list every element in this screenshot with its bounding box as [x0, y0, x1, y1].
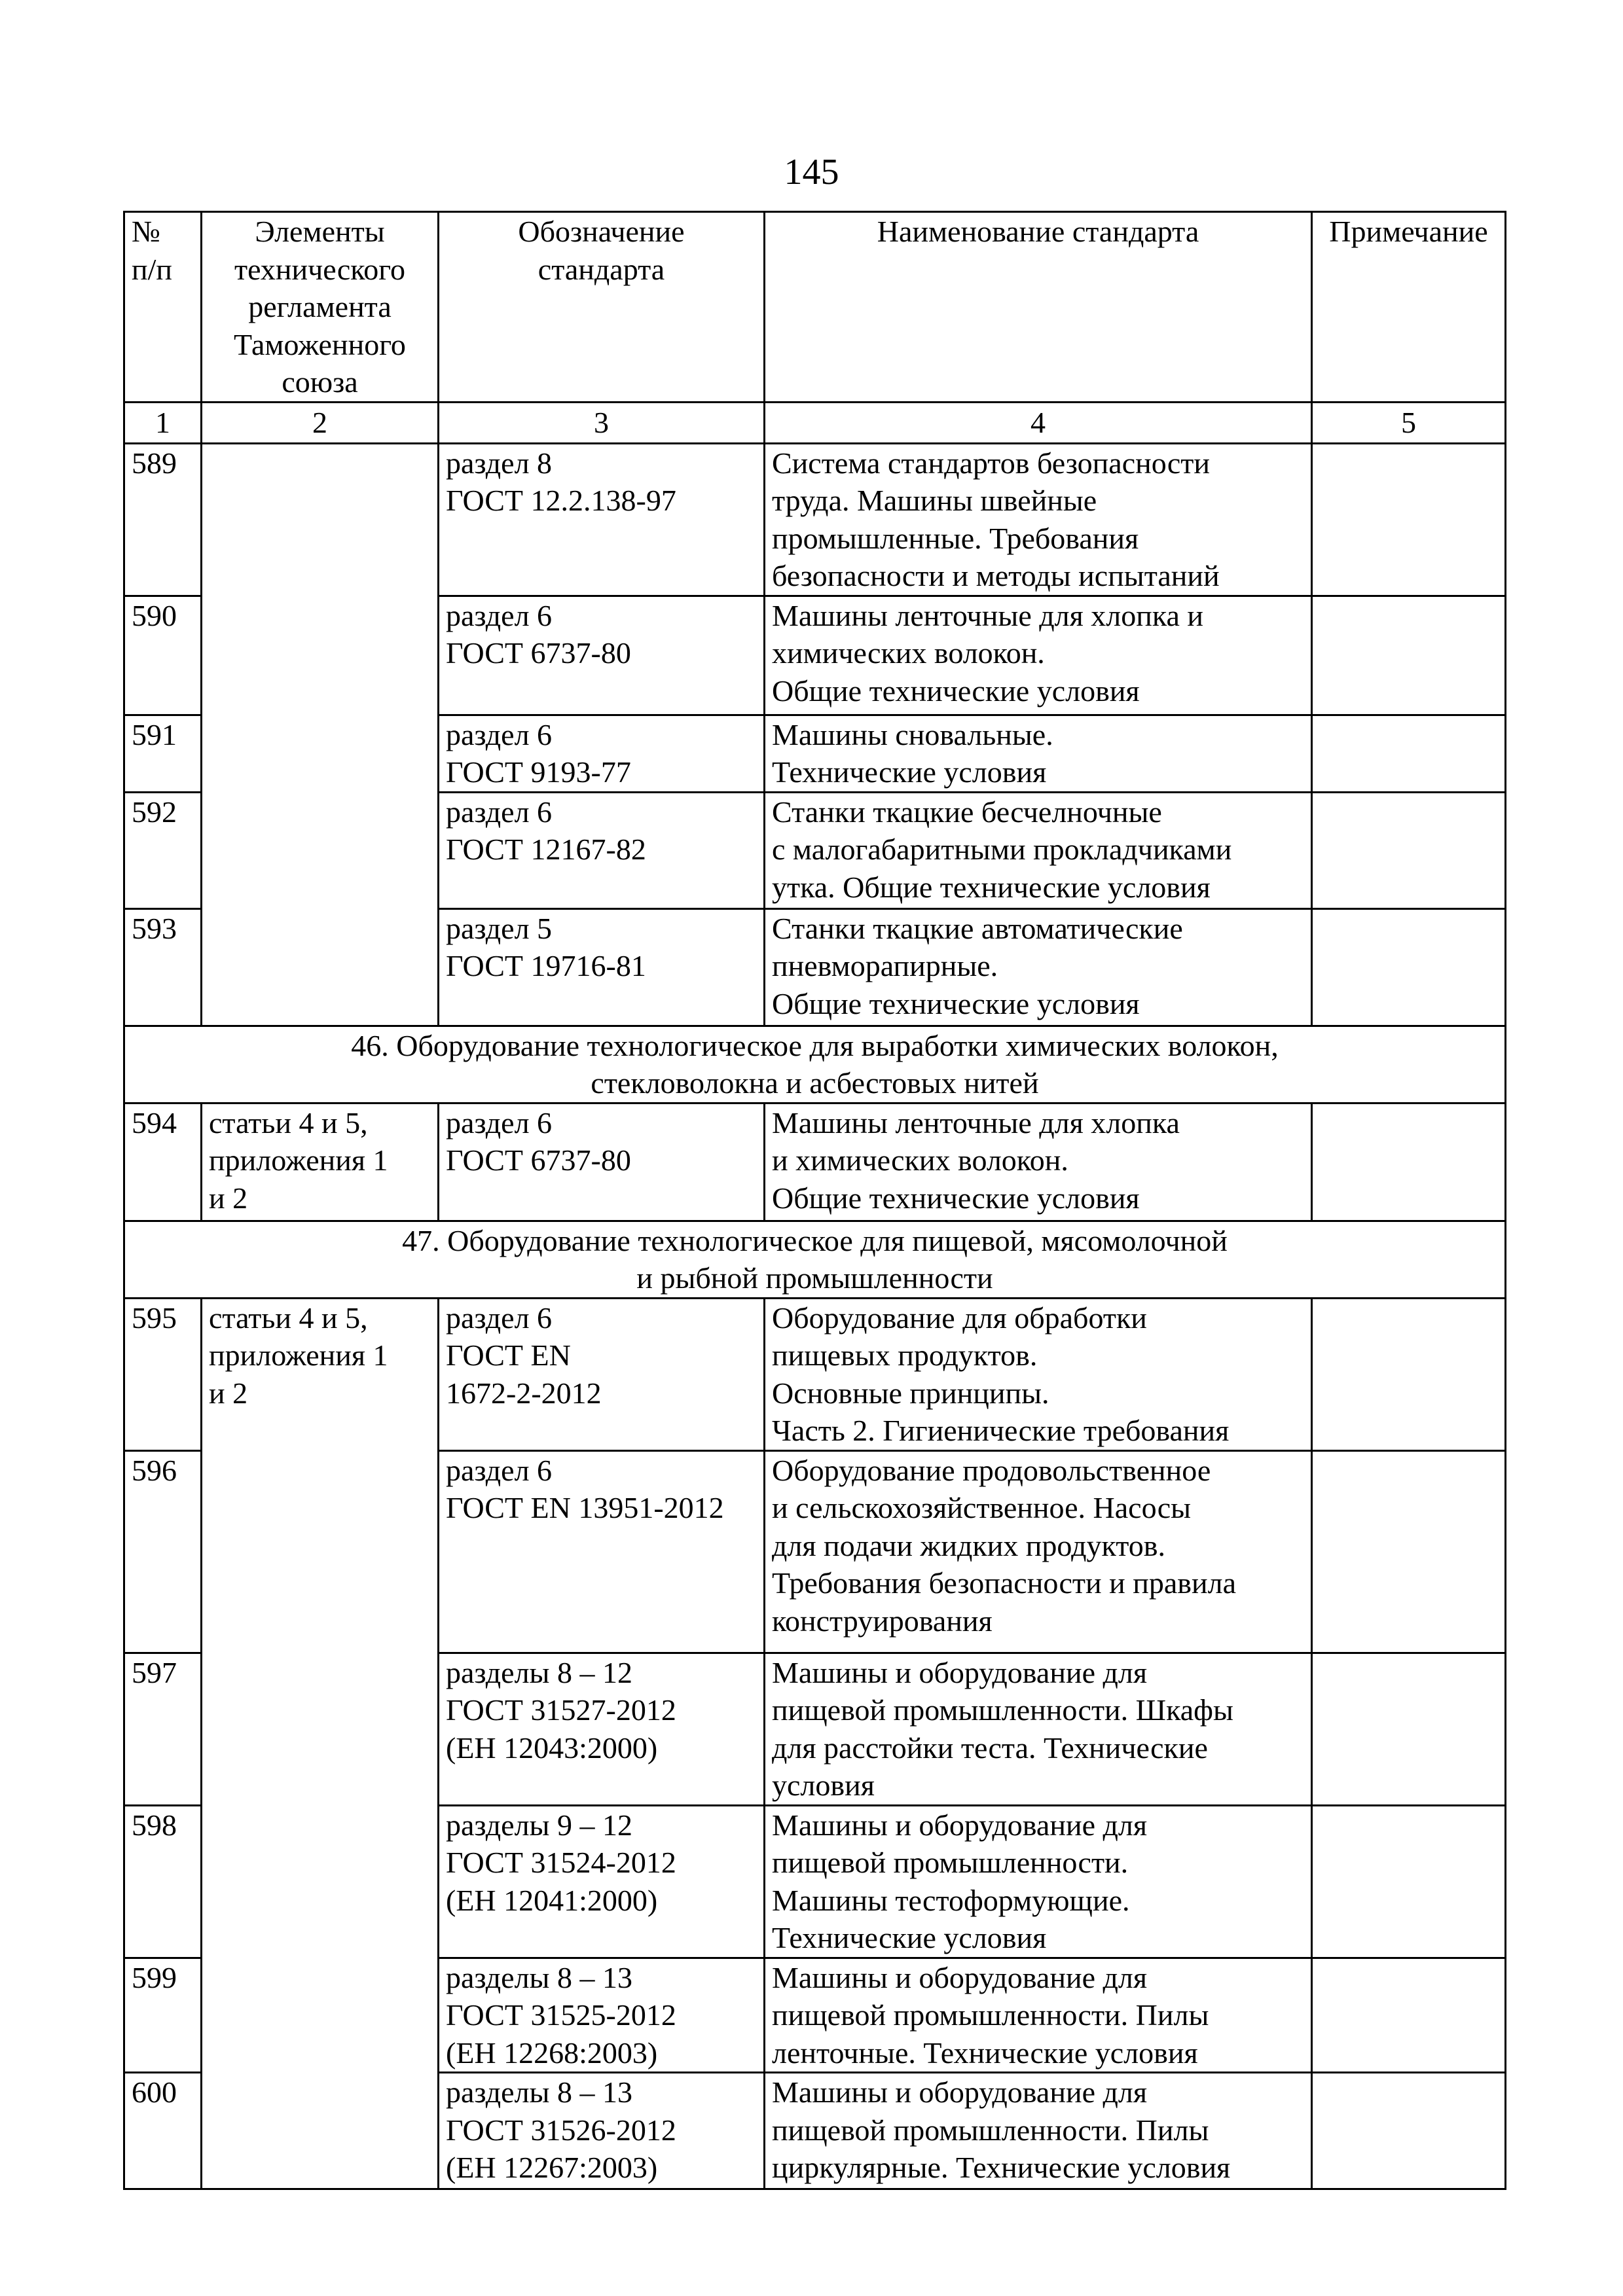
note: [1312, 908, 1506, 1026]
page-number: 145: [784, 152, 839, 192]
standard-designation: [439, 443, 765, 596]
text-line: Основные принципы.: [772, 1376, 1049, 1410]
text-line: раздел 8: [446, 446, 553, 480]
text-line: и 2: [209, 1376, 248, 1410]
text-line: Таможенного: [234, 327, 406, 361]
text-line: раздел 6: [446, 598, 553, 632]
section-title-line: стекловолокна и асбестовых нитей: [591, 1066, 1039, 1100]
standard-designation: [439, 1958, 765, 2073]
note: [1312, 596, 1506, 715]
text-line: пищевой промышленности. Пилы: [772, 2113, 1209, 2147]
text-line: ГОСТ 12167-82: [446, 833, 646, 866]
text-line: №: [132, 215, 160, 248]
text-line: ГОСТ 19716-81: [446, 949, 646, 982]
column-number: 5: [1312, 402, 1506, 443]
row-number: 594: [124, 1103, 202, 1221]
text-line: (ЕН 12267:2003): [446, 2151, 658, 2184]
standard-name: [765, 1958, 1312, 2073]
note: [1312, 1103, 1506, 1221]
text-line: промышленные. Требования: [772, 521, 1139, 555]
standard-name: [765, 1103, 1312, 1221]
note: [1312, 1298, 1506, 1450]
text-line: Машины тестоформующие.: [772, 1883, 1130, 1917]
text-line: Общие технические условия: [772, 673, 1140, 708]
text-line: утка. Общие технические условия: [772, 870, 1211, 904]
text-line: Общие технические условия: [772, 986, 1140, 1020]
text-line: Обозначение: [518, 215, 685, 248]
text-line: условия: [772, 1768, 875, 1802]
row-number: 590: [124, 596, 202, 715]
text-line: ГОСТ 6737-80: [446, 636, 631, 670]
text-line: Машины и оборудование для: [772, 1655, 1148, 1689]
text-line: статьи 4 и 5,: [209, 1105, 368, 1139]
text-line: 1672-2-2012: [446, 1376, 602, 1410]
column-number: 1: [124, 402, 202, 443]
text-line: пневморапирные.: [772, 949, 998, 982]
text-line: раздел 5: [446, 911, 553, 945]
header-row: [124, 212, 1506, 403]
text-line: Примечание: [1329, 215, 1488, 248]
column-number: 2: [202, 402, 439, 443]
row-number: 598: [124, 1805, 202, 1958]
standard-designation: [439, 1805, 765, 1958]
text-line: п/п: [132, 252, 173, 286]
standard-designation: [439, 596, 765, 715]
row-number: 591: [124, 715, 202, 792]
text-line: раздел 6: [446, 1453, 553, 1487]
column-numbers-row: [124, 402, 1506, 443]
standard-name: [765, 908, 1312, 1026]
section-title-line: и рыбной промышленности: [636, 1261, 993, 1295]
column-number: 3: [439, 402, 765, 443]
text-line: Машины ленточные для хлопка: [772, 1105, 1180, 1139]
text-line: Станки ткацкие бесчелночные: [772, 795, 1162, 829]
row-number: 592: [124, 792, 202, 908]
text-line: Машины ленточные для хлопка и: [772, 598, 1204, 632]
standard-name: [765, 443, 1312, 596]
text-line: Машины сновальные.: [772, 717, 1053, 751]
note: [1312, 1805, 1506, 1958]
text-line: Технические условия: [772, 755, 1047, 789]
text-line: с малогабаритными прокладчиками: [772, 833, 1232, 866]
text-line: раздел 6: [446, 1300, 553, 1335]
text-line: химических волокон.: [772, 636, 1045, 670]
standard-designation: [439, 715, 765, 792]
text-line: ленточные. Технические условия: [772, 2036, 1198, 2070]
text-line: пищевых продуктов.: [772, 1338, 1038, 1372]
text-line: Машины и оборудование для: [772, 1808, 1148, 1842]
column-number: 4: [765, 402, 1312, 443]
table-row: [124, 1298, 1506, 1450]
standard-designation: [439, 1298, 765, 1450]
text-line: труда. Машины швейные: [772, 484, 1097, 517]
text-line: статьи 4 и 5,: [209, 1300, 368, 1335]
text-line: Оборудование для обработки: [772, 1300, 1147, 1335]
row-number: 596: [124, 1450, 202, 1653]
section-heading-row: [124, 1221, 1506, 1298]
standard-name: [765, 596, 1312, 715]
text-line: разделы 8 – 12: [446, 1655, 632, 1689]
text-line: Система стандартов безопасности: [772, 446, 1211, 480]
text-line: ГОСТ EN 13951-2012: [446, 1491, 724, 1524]
text-line: Машины и оборудование для: [772, 2075, 1148, 2109]
row-number: 597: [124, 1653, 202, 1805]
text-line: безопасности и методы испытаний: [772, 559, 1220, 592]
text-line: раздел 6: [446, 717, 553, 751]
text-line: ГОСТ 12.2.138-97: [446, 484, 676, 517]
text-line: ГОСТ 31525-2012: [446, 1998, 676, 2032]
table-row: [124, 443, 1506, 596]
text-line: ГОСТ 31524-2012: [446, 1846, 676, 1879]
row-number: 595: [124, 1298, 202, 1450]
standard-name: [765, 2073, 1312, 2189]
text-line: и сельскохозяйственное. Насосы: [772, 1491, 1192, 1524]
text-line: пищевой промышленности. Пилы: [772, 1998, 1209, 2032]
standard-designation: [439, 792, 765, 908]
standard-name: [765, 1805, 1312, 1958]
text-line: Общие технические условия: [772, 1181, 1140, 1215]
text-line: конструирования: [772, 1604, 993, 1638]
text-line: пищевой промышленности. Шкафы: [772, 1693, 1233, 1727]
regulation-elements: [202, 1103, 439, 1221]
row-number: 600: [124, 2073, 202, 2189]
note: [1312, 1653, 1506, 1805]
standard-designation: [439, 2073, 765, 2189]
text-line: раздел 6: [446, 795, 553, 829]
standard-name: [765, 1653, 1312, 1805]
text-line: Элементы: [255, 215, 385, 248]
text-line: для подачи жидких продуктов.: [772, 1528, 1165, 1562]
header-note: [1312, 212, 1506, 403]
standard-name: [765, 792, 1312, 908]
text-line: Машины и оборудование для: [772, 1960, 1148, 1994]
standard-designation: [439, 1653, 765, 1805]
text-line: и 2: [209, 1181, 248, 1215]
text-line: циркулярные. Технические условия: [772, 2151, 1231, 2184]
note: [1312, 443, 1506, 596]
text-line: ГОСТ 31527-2012: [446, 1693, 676, 1727]
standard-name: [765, 1298, 1312, 1450]
text-line: приложения 1: [209, 1143, 388, 1177]
text-line: технического: [234, 252, 405, 286]
section-heading-row: [124, 1026, 1506, 1103]
text-line: Технические условия: [772, 1921, 1047, 1954]
standard-name: [765, 715, 1312, 792]
text-line: Наименование стандарта: [877, 215, 1199, 248]
text-line: разделы 8 – 13: [446, 2075, 632, 2109]
text-line: для расстойки теста. Технические: [772, 1731, 1208, 1765]
text-line: ГОСТ 9193-77: [446, 755, 631, 789]
text-line: стандарта: [538, 252, 665, 286]
text-line: (ЕН 12043:2000): [446, 1731, 658, 1765]
text-line: Требования безопасности и правила: [772, 1566, 1236, 1600]
note: [1312, 715, 1506, 792]
text-line: ГОСТ 6737-80: [446, 1143, 631, 1177]
text-line: пищевой промышленности.: [772, 1846, 1129, 1879]
standard-designation: [439, 1450, 765, 1653]
text-line: ГОСТ EN: [446, 1338, 571, 1372]
text-line: ГОСТ 31526-2012: [446, 2113, 676, 2147]
regulation-elements: [202, 443, 439, 1026]
text-line: (ЕН 12268:2003): [446, 2036, 658, 2070]
note: [1312, 792, 1506, 908]
row-number: 599: [124, 1958, 202, 2073]
text-line: раздел 6: [446, 1105, 553, 1139]
header-name: [765, 212, 1312, 403]
section-heading: [124, 1026, 1506, 1103]
section-title-line: 46. Оборудование технологическое для выработки химических волокон,: [351, 1028, 1279, 1062]
text-line: разделы 8 – 13: [446, 1960, 632, 1994]
text-line: (ЕН 12041:2000): [446, 1883, 658, 1917]
standard-designation: [439, 908, 765, 1026]
header-number: [124, 212, 202, 403]
standard-designation: [439, 1103, 765, 1221]
header-elements: [202, 212, 439, 403]
note: [1312, 1450, 1506, 1653]
regulation-elements: [202, 1298, 439, 2189]
text-line: Станки ткацкие автоматические: [772, 911, 1183, 945]
row-number: 589: [124, 443, 202, 596]
standards-table: [123, 211, 1506, 2190]
section-heading: [124, 1221, 1506, 1298]
text-line: и химических волокон.: [772, 1143, 1068, 1177]
text-line: Оборудование продовольственное: [772, 1453, 1211, 1487]
note: [1312, 2073, 1506, 2189]
section-title-line: 47. Оборудование технологическое для пищевой, мясомолочной: [402, 1223, 1228, 1257]
table-row: [124, 1103, 1506, 1221]
text-line: регламента: [248, 290, 392, 323]
text-line: союза: [282, 365, 358, 399]
row-number: 593: [124, 908, 202, 1026]
text-line: Часть 2. Гигиенические требования: [772, 1414, 1230, 1447]
header-designation: [439, 212, 765, 403]
text-line: приложения 1: [209, 1338, 388, 1372]
standard-name: [765, 1450, 1312, 1653]
note: [1312, 1958, 1506, 2073]
text-line: разделы 9 – 12: [446, 1808, 632, 1842]
